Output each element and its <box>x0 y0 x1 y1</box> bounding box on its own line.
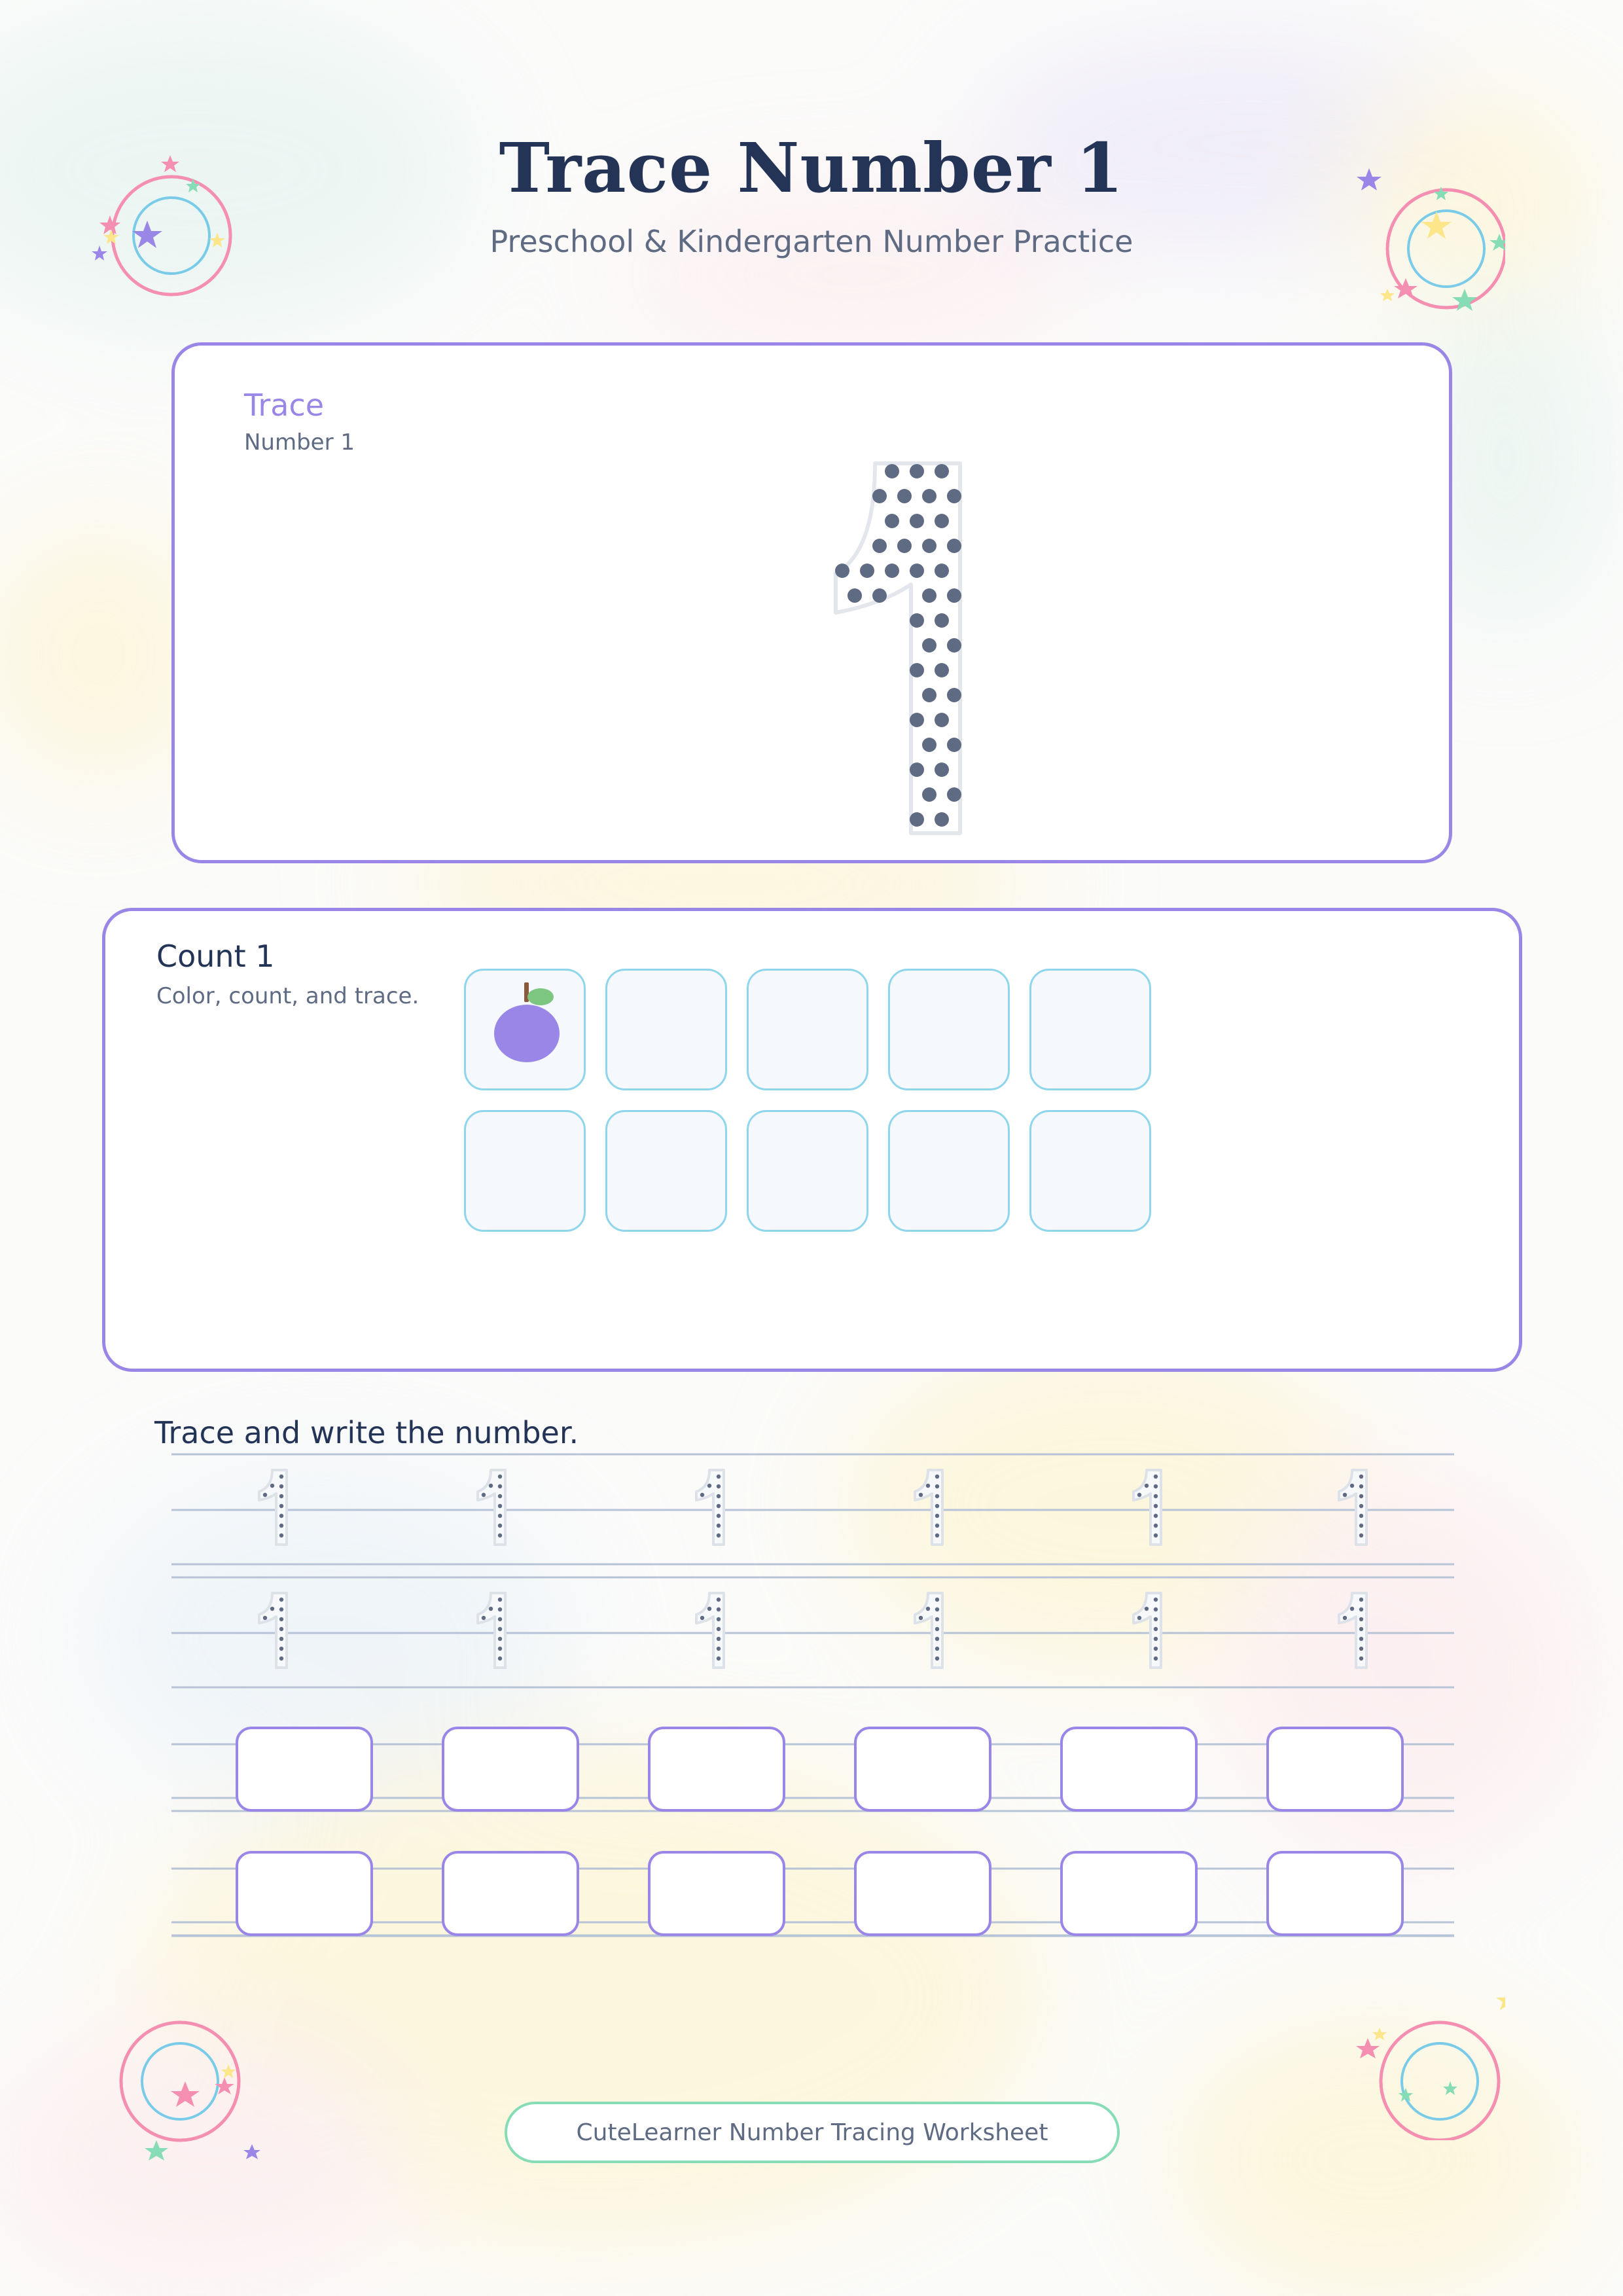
trace-digit-one[interactable] <box>259 1470 287 1545</box>
write-box[interactable] <box>443 1728 578 1810</box>
trace-dot <box>910 613 924 628</box>
trace-dot <box>872 588 887 603</box>
trace-digit-one[interactable] <box>478 1470 505 1545</box>
trace-dot <box>897 539 912 553</box>
trace-dot <box>922 738 936 752</box>
write-box[interactable] <box>1061 1728 1196 1810</box>
trace-dot <box>935 613 949 628</box>
trace-digit-one[interactable] <box>915 1470 942 1545</box>
ten-frame-cell[interactable] <box>605 1110 727 1232</box>
trace-dot <box>922 688 936 702</box>
trace-dot <box>935 514 949 528</box>
count-label: Count 1 <box>156 939 275 974</box>
trace-dot <box>860 564 874 578</box>
trace-dot <box>947 738 961 752</box>
trace-dot <box>935 762 949 777</box>
footer-badge: CuteLearner Number Tracing Worksheet <box>505 2102 1120 2163</box>
ten-frame-cell[interactable] <box>605 969 727 1090</box>
ten-frame-cell[interactable] <box>464 1110 586 1232</box>
trace-dot <box>910 762 924 777</box>
write-box[interactable] <box>855 1852 990 1935</box>
star-ornament-icon <box>1348 160 1505 317</box>
trace-dot <box>947 638 961 653</box>
write-box[interactable] <box>1061 1852 1196 1935</box>
trace-dot <box>885 564 899 578</box>
trace-digit-one[interactable] <box>696 1470 724 1545</box>
trace-dot <box>847 588 862 603</box>
write-box[interactable] <box>237 1728 372 1810</box>
trace-digit-one[interactable] <box>1133 1470 1161 1545</box>
write-box[interactable] <box>1268 1852 1402 1935</box>
ten-frame-cell[interactable] <box>1029 969 1151 1090</box>
star-ornament-icon <box>85 147 242 304</box>
page-title: Trace Number 1 <box>499 128 1124 208</box>
trace-dot <box>947 688 961 702</box>
trace-dot <box>922 539 936 553</box>
trace-dot <box>910 713 924 727</box>
page-subtitle: Preschool & Kindergarten Number Practice <box>490 224 1133 259</box>
trace-digit-one[interactable] <box>696 1593 724 1668</box>
trace-dot <box>910 464 924 478</box>
write-box[interactable] <box>1268 1728 1402 1810</box>
trace-dot <box>910 812 924 827</box>
trace-dot <box>935 812 949 827</box>
trace-dot <box>910 514 924 528</box>
big-digit-one-trace[interactable] <box>685 398 1012 850</box>
trace-dot <box>922 638 936 653</box>
trace-dot <box>922 489 936 503</box>
trace-dot <box>897 489 912 503</box>
write-box[interactable] <box>237 1852 372 1935</box>
trace-dot <box>885 464 899 478</box>
ten-frame-cell[interactable] <box>1029 1110 1151 1232</box>
practice-title: Trace and write the number. <box>154 1415 579 1450</box>
trace-dot <box>935 713 949 727</box>
count-panel <box>102 908 1522 1372</box>
ten-frame-cell[interactable] <box>888 969 1010 1090</box>
write-box[interactable] <box>649 1852 784 1935</box>
trace-dot <box>922 787 936 802</box>
ten-frame <box>464 969 1150 1237</box>
trace-digit-one[interactable] <box>1339 1593 1366 1668</box>
ten-frame-cell[interactable] <box>888 1110 1010 1232</box>
trace-panel <box>171 342 1452 863</box>
trace-digit-one[interactable] <box>259 1593 287 1668</box>
write-box[interactable] <box>649 1728 784 1810</box>
trace-dot <box>947 787 961 802</box>
star-ornament-icon <box>1348 1983 1505 2140</box>
trace-dot <box>935 564 949 578</box>
practice-rows <box>171 1446 1454 1970</box>
ten-frame-cell[interactable] <box>747 1110 868 1232</box>
trace-dot <box>872 539 887 553</box>
trace-dot <box>835 564 849 578</box>
trace-dot <box>947 588 961 603</box>
trace-digit-one[interactable] <box>478 1593 505 1668</box>
trace-dot <box>947 489 961 503</box>
trace-dot <box>935 464 949 478</box>
apple-icon <box>466 971 588 1092</box>
trace-dot <box>935 663 949 677</box>
trace-digit-one[interactable] <box>915 1593 942 1668</box>
trace-dot <box>910 564 924 578</box>
trace-digit-one[interactable] <box>1339 1470 1366 1545</box>
trace-dot <box>885 514 899 528</box>
write-box[interactable] <box>443 1852 578 1935</box>
trace-dot <box>922 588 936 603</box>
ten-frame-cell[interactable] <box>747 969 868 1090</box>
trace-dot <box>910 663 924 677</box>
trace-label: Trace <box>244 387 325 423</box>
ten-frame-cell[interactable] <box>464 969 586 1090</box>
count-instruction: Color, count, and trace. <box>156 983 419 1009</box>
trace-dot <box>947 539 961 553</box>
write-box[interactable] <box>855 1728 990 1810</box>
trace-digit-one[interactable] <box>1133 1593 1161 1668</box>
trace-dot <box>872 489 887 503</box>
star-ornament-icon <box>108 2009 265 2166</box>
trace-number-label: Number 1 <box>244 429 355 456</box>
